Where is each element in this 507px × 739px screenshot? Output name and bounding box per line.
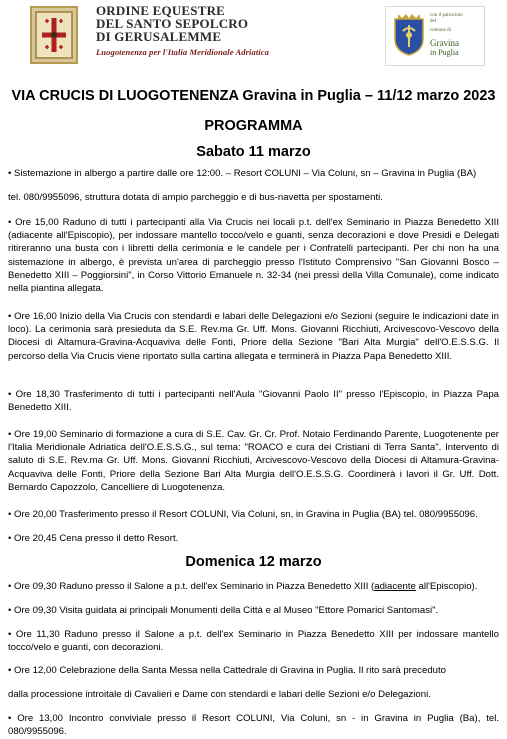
day2-item-0930-raduno xyxy=(8,580,499,593)
day2-item-1200: • Ore 12,00 Celebrazione della Santa Messa nella Cattedrale di Gravina in Puglia. Il rito sarà preceduto xyxy=(8,665,446,676)
order-line-3: DI GERUSALEMME xyxy=(96,29,222,44)
crest-name-2: in Puglia xyxy=(430,48,459,57)
crest-small-1: con il patrocinio xyxy=(430,13,463,18)
day2-item-0930-text-b: all'Episcopio). xyxy=(415,581,478,592)
document-title: VIA CRUCIS DI LUOGOTENENZA Gravina in Puglia – 11/12 marzo 2023 xyxy=(11,88,496,104)
programma-heading: PROGRAMMA xyxy=(204,118,303,134)
gravina-coat-of-arms-icon xyxy=(392,13,426,57)
day2-item-1130: • Ore 11,30 Raduno presso il Salone a p.t. dell'ex Seminario in Piazza Benedetto XIII per indossare mantello tocco/velo e guanti, con decorazioni. xyxy=(8,629,499,654)
day1-item-checkin-tel: tel. 080/9955096, struttura dotata di ampio parcheggio e di bus-navetta per spostamenti. xyxy=(8,192,383,203)
day2-item-0930-text-a: • Ore 09,30 Raduno presso il Salone a p.t. dell'ex Seminario in Piazza Benedetto XIII ( xyxy=(8,581,375,592)
day2-item-1200-cont: dalla processione introitale di Cavalieri e Dame con stendardi e labari delle Sezioni e/o Delegazioni. xyxy=(8,689,431,700)
day1-item-2045: • Ore 20,45 Cena presso il detto Resort. xyxy=(8,533,179,544)
day2-item-0930-visita: • Ore 09,30 Visita guidata ai principali Monumenti della Città e al Museo "Ettore Pomarici Santomasi". xyxy=(8,605,439,616)
order-name xyxy=(96,4,386,58)
day2-heading: Domenica 12 marzo xyxy=(185,554,322,570)
letterhead xyxy=(0,0,507,72)
day1-item-checkin: • Sistemazione in albergo a partire dalle ore 12:00. – Resort COLUNI – Via Coluni, sn – Gravina in Puglia (BA) xyxy=(8,168,477,179)
day2-item-0930-underlined: adiacente xyxy=(374,581,416,592)
order-line-2: DEL SANTO SEPOLCRO xyxy=(96,16,249,31)
crest-small-2: del xyxy=(430,19,437,24)
crest-caption xyxy=(430,13,484,57)
day1-item-1830: • Ore 18,30 Trasferimento di tutti i partecipanti nell'Aula "Giovanni Paolo II" presso l'Episcopio, in Piazza Papa Benedetto XIII. xyxy=(8,389,499,414)
day2-item-1300: • Ore 13,00 Incontro conviviale presso il Resort COLUNI, Via Coluni, sn - in Gravina in Puglia (Ba), tel. 080/9955096. xyxy=(8,713,499,738)
municipality-patronage xyxy=(385,6,485,66)
crest-small-3: comune di xyxy=(430,28,451,33)
day1-item-2000: • Ore 20,00 Trasferimento presso il Resort COLUNI, Via Coluni, sn, in Gravina in Puglia (BA) tel. 080/9955096. xyxy=(8,509,478,520)
jerusalem-cross-seal-icon xyxy=(30,6,78,64)
order-subtitle: Luogotenenza per l'Italia Meridionale Adriatica xyxy=(96,47,269,57)
day1-heading: Sabato 11 marzo xyxy=(196,144,311,160)
crest-name-1: Gravina xyxy=(430,38,459,48)
order-line-1: ORDINE EQUESTRE xyxy=(96,3,226,18)
day1-item-1600: • Ore 16,00 Inizio della Via Crucis con stendardi e labari delle Delegazioni e/o Sezioni (seguire le indicazioni date in loco). La cerimonia sarà presieduta da S.E. Rev.ma Gr. Uff. Mons. Giovanni Ricchiuti, Arcivescovo-Vescovo della Diocesi di Altamura-Gravina-Acquaviva delle Fonti, Priore della Sezione "Bari Alta Murgia" dell'O.E.S.S.G. Il percorso della Via Crucis viene riportato sulla cartina allegata e terminerà in Piazza Papa Benedetto XIII. xyxy=(8,311,499,362)
day1-item-1900: • Ore 19,00 Seminario di formazione a cura di S.E. Cav. Gr. Cr. Prof. Notaio Ferdinando Parente, Luogotenente per l'Italia Meridionale Adriatica dell'O.E.S.S.G., sul tema: "ROACO e cura dei Cristiani di Terra Santa". Intervento di saluto di S.E. Rev.ma Gr. Uff. Mons. Giovanni Ricchiuti, Arcivescovo-Vescovo della Diocesi di Altamura-Gravina-Acquaviva delle Fonti, Priore della Sezione Bari Alta Murgia dell'O.E.S.S.G. Coordinerà i lavori il Gr. Uff. Dott. Bernardo Capozzolo, Cancelliere di Luogotenenza. xyxy=(8,429,499,493)
day1-item-1500: • Ore 15,00 Raduno di tutti i partecipanti alla Via Crucis nei locali p.t. dell'ex Seminario in Piazza Benedetto XIII (adiacente all'Episcopio), per indossare mantello tocco/velo e guanti, senza decorazioni e dove Presidi e Delegati ritireranno una busta con i libretti della cerimonia e le candele per i Confratelli partecipanti. Per chi non ha una sistemazione in albergo, è prevista un'area di parcheggio presso l'Istituto Comprensivo "San Giovanni Bosco – Benedetto XIII – Poggiorsini", in Corso Vittorio Emanuele n. 32-34 (nei pressi della Villa Comunale), come indicato nella piantina allegata. xyxy=(8,217,499,295)
